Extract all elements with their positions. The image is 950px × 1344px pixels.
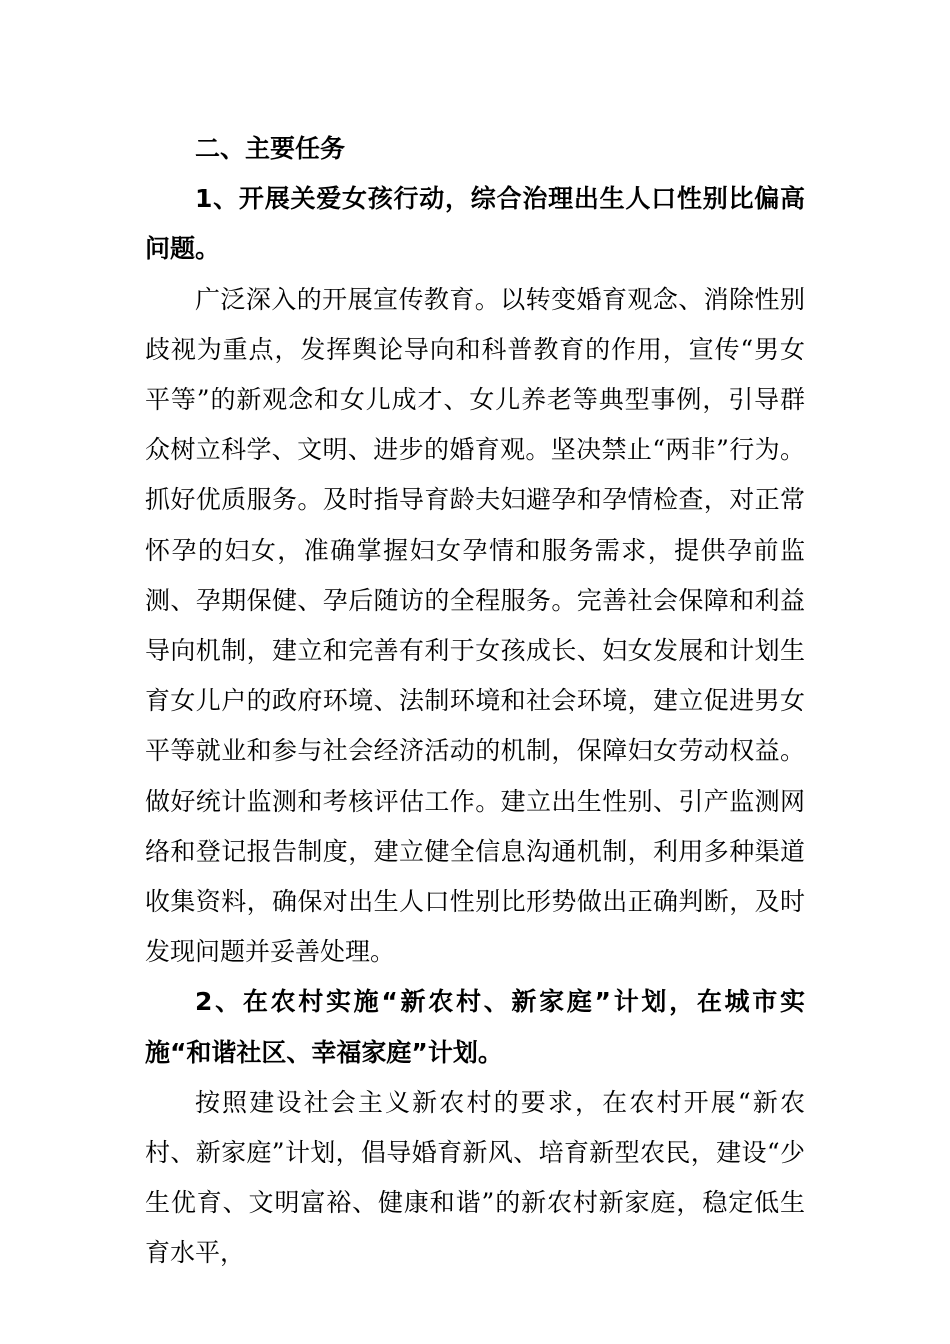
document-body bbox=[145, 124, 805, 1279]
item1-heading: 1、开展关爱女孩行动，综合治理出生人口性别比偏高问题。 bbox=[145, 184, 805, 264]
item2-heading: 2、在农村实施“新农村、新家庭”计划，在城市实施“和谐社区、幸福家庭”计划。 bbox=[145, 987, 805, 1067]
item2-paragraph: 按照建设社会主义新农村的要求，在农村开展“新农村、新家庭”计划，倡导婚育新风、培育新型农民，建设“少生优育、文明富裕、健康和谐”的新农村新家庭，稳定低生育水平， bbox=[145, 1087, 805, 1268]
section-heading: 二、主要任务 bbox=[195, 134, 346, 163]
item1-paragraph: 广泛深入的开展宣传教育。以转变婚育观念、消除性别歧视为重点，发挥舆论导向和科普教育的作用，宣传“男女平等”的新观念和女儿成才、女儿养老等典型事例，引导群众树立科学、文明、进步的婚育观。坚决禁止“两非”行为。抓好优质服务。及时指导育龄夫妇避孕和孕情检查，对正常怀孕的妇女，准确掌握妇女孕情和服务需求，提供孕前监测、孕期保健、孕后随访的全程服务。完善社会保障和利益导向机制，建立和完善有利于女孩成长、妇女发展和计划生育女儿户的政府环境、法制环境和社会环境，建立促进男女平等就业和参与社会经济活动的机制，保障妇女劳动权益。做好统计监测和考核评估工作。建立出生性别、引产监测网络和登记报告制度，建立健全信息沟通机制，利用多种渠道收集资料，确保对出生人口性别比形势做出正确判断，及时发现问题并妥善处理。 bbox=[145, 284, 805, 967]
